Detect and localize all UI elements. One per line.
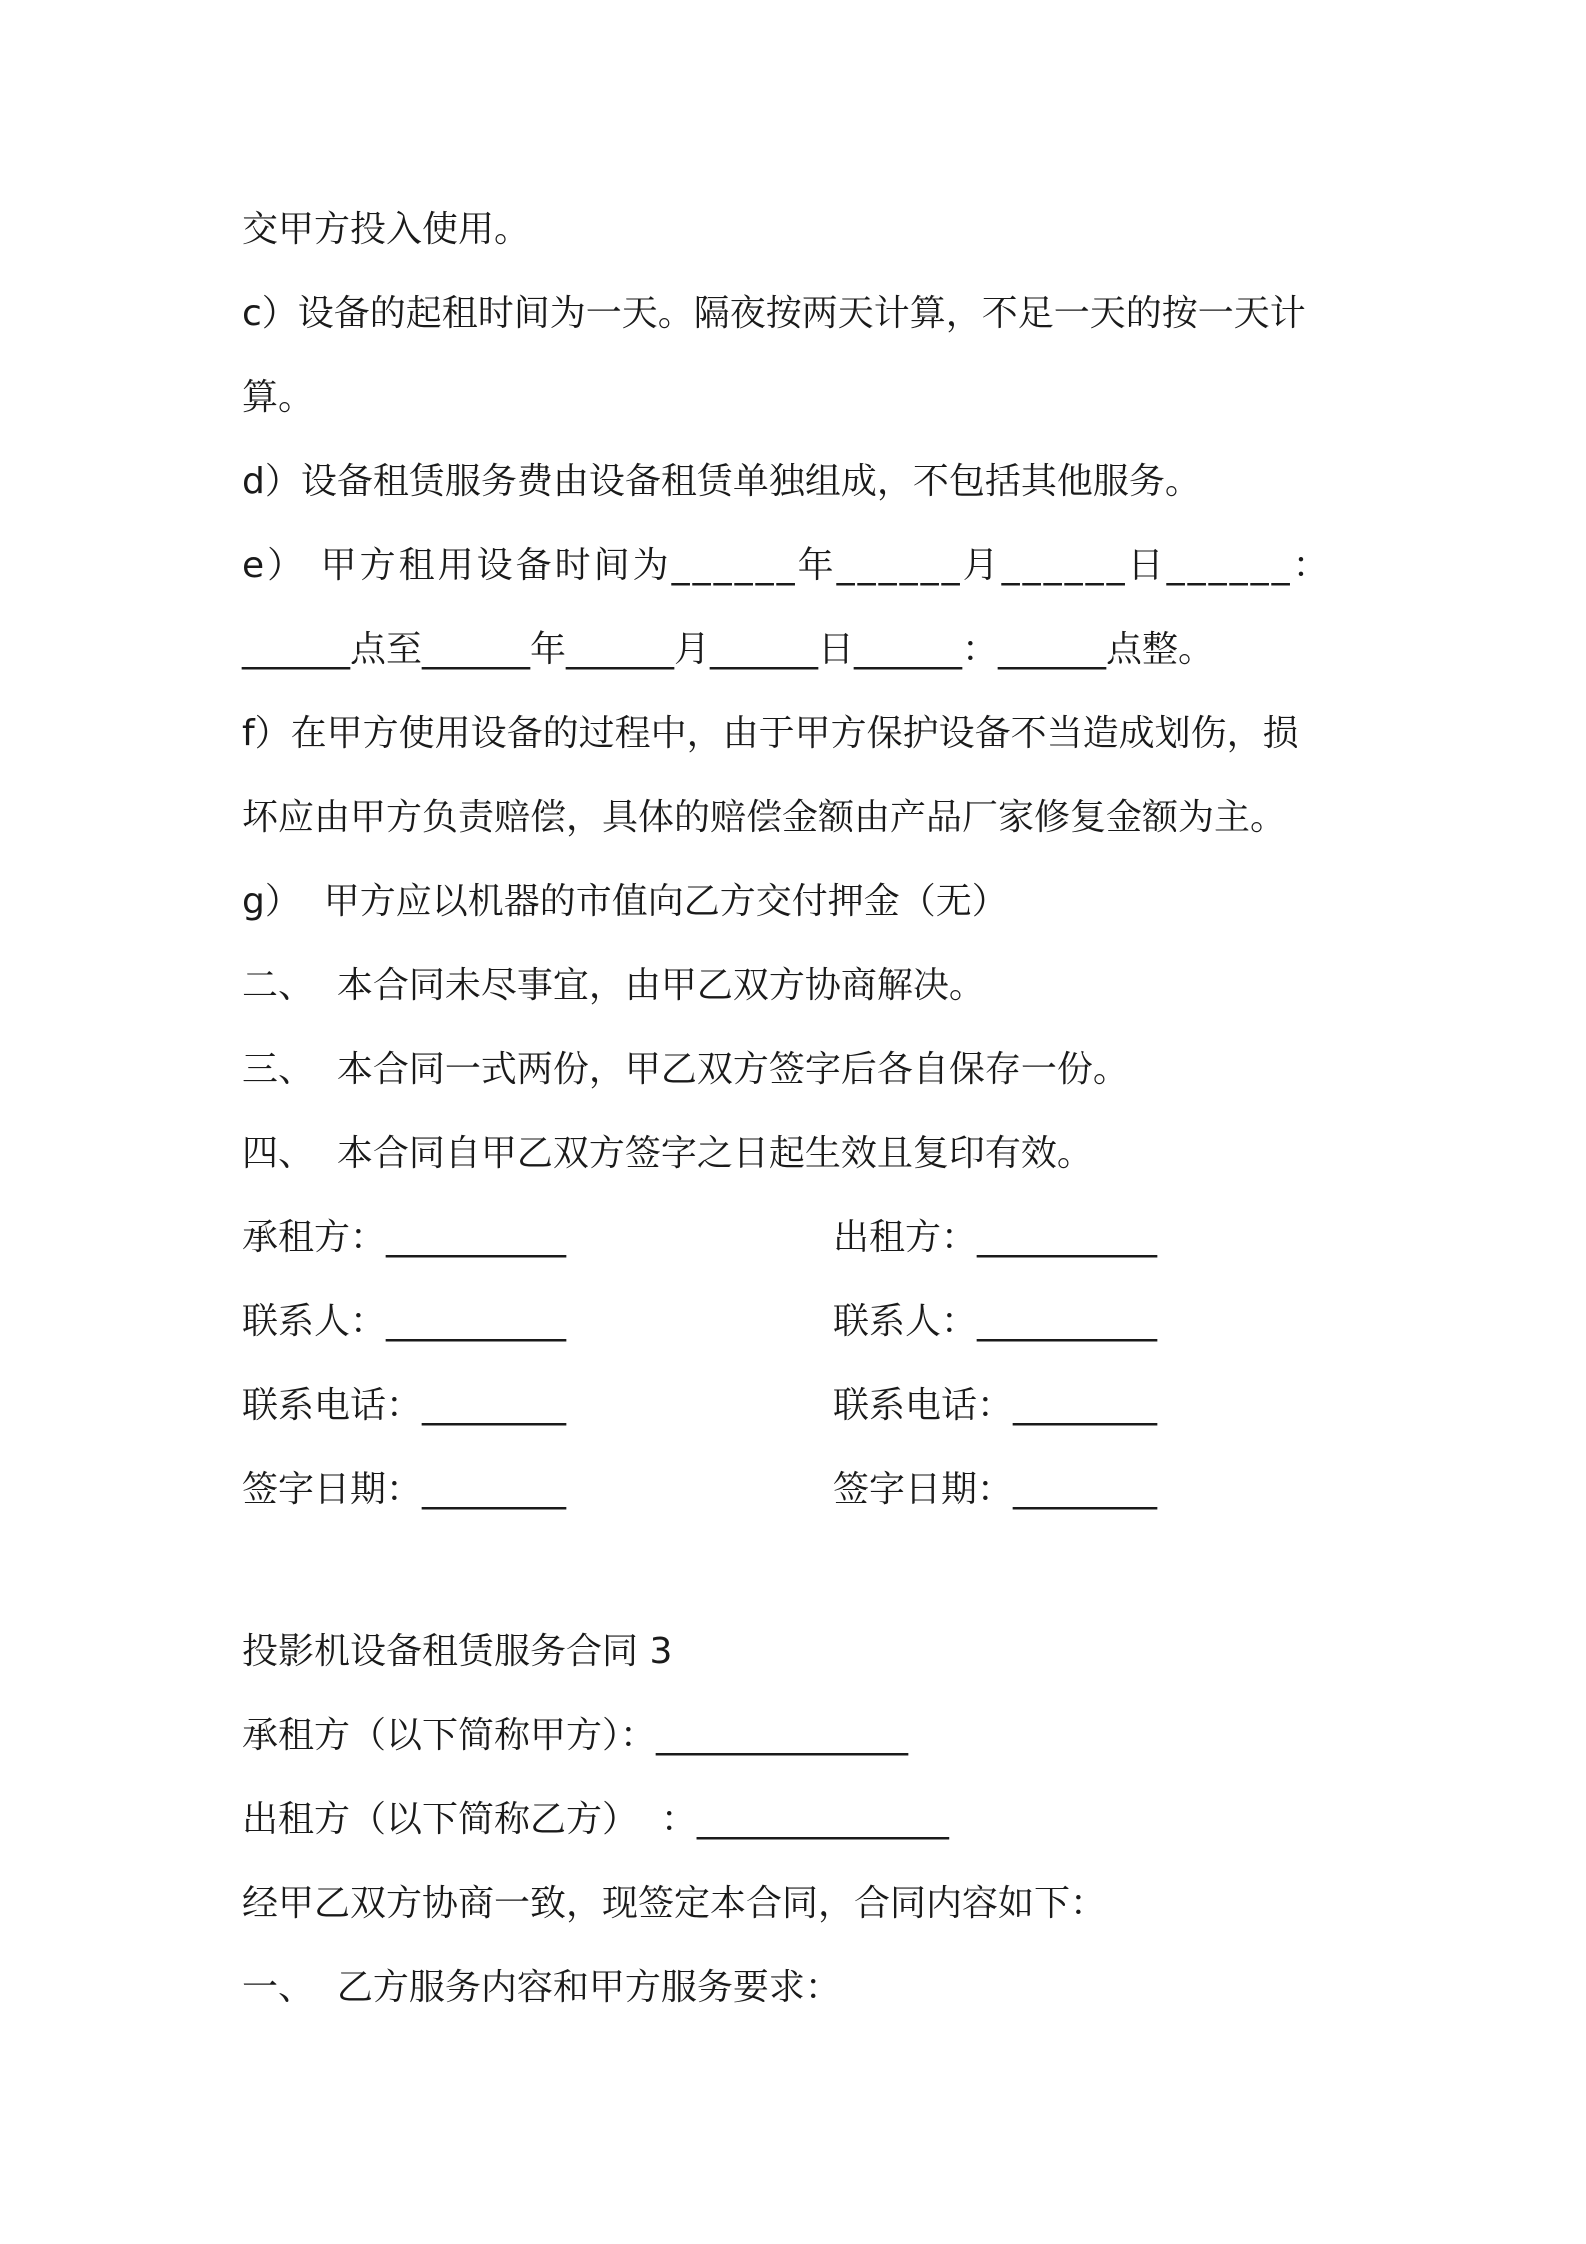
paragraph-delivery: 交甲方投入使用。 [242, 209, 531, 250]
contract-3-lessor: 出租方（以下简称乙方） ：______________ [242, 1799, 949, 1840]
contract-3-intro: 经甲乙双方协商一致，现签定本合同，合同内容如下： [242, 1883, 1107, 1924]
paragraph-clause-f-cont: 坏应由甲方负责赔偿，具体的赔偿金额由产品厂家修复金额为主。 [242, 797, 1287, 838]
paragraph-clause-g: g） 甲方应以机器的市值向乙方交付押金（无） [242, 881, 1008, 922]
contract-3-title: 投影机设备租赁服务合同 3 [242, 1631, 673, 1672]
paragraph-clause-d: d）设备租赁服务费由设备租赁单独组成，不包括其他服务。 [242, 461, 1201, 502]
contract-3-section-1: 一、 乙方服务内容和甲方服务要求： [242, 1967, 841, 2008]
signature-left-contact-person: 联系人：__________ [242, 1301, 567, 1342]
paragraph-article-3: 三、 本合同一式两份，甲乙双方签字后各自保存一份。 [242, 1049, 1129, 1090]
signature-right-contact-person: 联系人：__________ [833, 1301, 1158, 1342]
paragraph-clause-e: e） 甲方租用设备时间为______年______月______日______： [242, 545, 1332, 586]
signature-lessor: 出租方：__________ [833, 1217, 1158, 1258]
signature-right-sign-date: 签字日期：________ [833, 1469, 1158, 1510]
signature-left-contact-phone: 联系电话：________ [242, 1385, 567, 1426]
paragraph-clause-c: c）设备的起租时间为一天。隔夜按两天计算，不足一天的按一天计 [242, 293, 1306, 334]
paragraph-article-2: 二、 本合同未尽事宜，由甲乙双方协商解决。 [242, 965, 985, 1006]
paragraph-article-4: 四、 本合同自甲乙双方签字之日起生效且复印有效。 [242, 1133, 1093, 1174]
contract-3-lessee: 承租方（以下简称甲方）：______________ [242, 1715, 909, 1756]
paragraph-clause-e-cont: ______点至______年______月______日______：______点整。 [242, 629, 1215, 670]
paragraph-clause-f: f）在甲方使用设备的过程中，由于甲方保护设备不当造成划伤，损 [242, 713, 1299, 754]
signature-lessee: 承租方：__________ [242, 1217, 567, 1258]
signature-left-sign-date: 签字日期：________ [242, 1469, 567, 1510]
paragraph-clause-c-cont: 算。 [242, 377, 315, 418]
signature-right-contact-phone: 联系电话：________ [833, 1385, 1158, 1426]
